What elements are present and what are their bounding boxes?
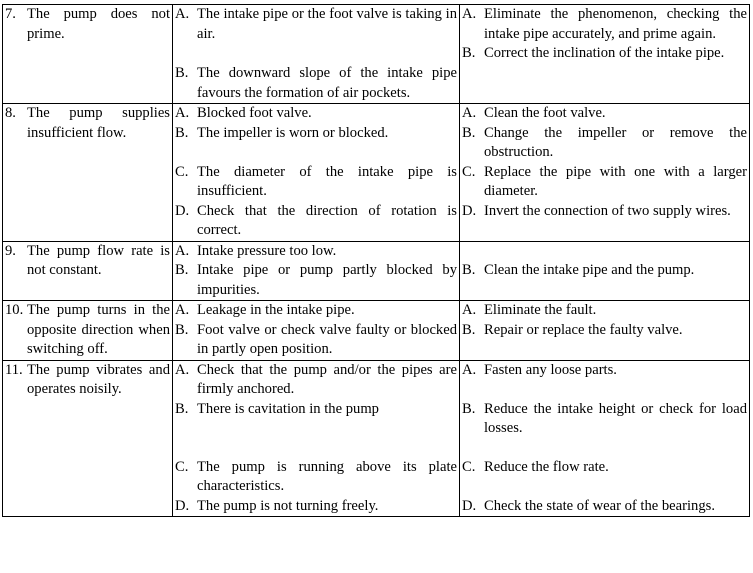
cause-text: Intake pipe or pump partly blocked by impurities. xyxy=(197,262,457,298)
cause-text: Leakage in the intake pipe. xyxy=(197,302,355,318)
problem-cell xyxy=(3,301,173,361)
table-row xyxy=(3,360,750,517)
cause-cell xyxy=(173,360,460,517)
cause-text: The intake pipe or the foot valve is taking in air. xyxy=(197,6,457,42)
problem-cell xyxy=(3,104,173,242)
table-row xyxy=(3,5,750,104)
cause-letter: C. xyxy=(175,163,189,180)
problem-cell xyxy=(3,5,173,104)
remedy-cell xyxy=(460,5,750,104)
cause-text: Blocked foot valve. xyxy=(197,105,312,121)
remedy-letter: B. xyxy=(462,400,476,417)
remedy-letter: A. xyxy=(462,6,477,22)
remedy-letter: D. xyxy=(462,497,477,514)
remedy-cell xyxy=(460,301,750,361)
remedy-letter: A. xyxy=(462,105,477,121)
cause-text: Foot valve or check valve faulty or blocked in partly open position. xyxy=(197,321,457,357)
remedy-text: Reduce the flow rate. xyxy=(484,458,609,475)
remedy-text: Clean the intake pipe and the pump. xyxy=(484,262,695,278)
cause-letter: A. xyxy=(175,361,190,378)
cause-letter: D. xyxy=(175,497,190,514)
problem-text: The pump flow rate is not constant. xyxy=(27,242,170,278)
cause-text: Check that the direction of rotation is correct. xyxy=(197,202,457,238)
problem-number: 8. xyxy=(5,105,16,121)
cause-letter: A. xyxy=(175,105,190,121)
cause-letter: B. xyxy=(175,124,189,141)
problem-number: 7. xyxy=(5,6,16,22)
problem-number: 10. xyxy=(5,302,24,318)
remedy-text: Change the impeller or remove the obstruction. xyxy=(484,124,747,160)
remedy-letter: B. xyxy=(462,124,476,141)
cause-cell xyxy=(173,241,460,301)
remedy-text: Eliminate the phenomenon, checking the intake pipe accurately, and prime again. xyxy=(484,6,747,42)
remedy-text: Correct the inclination of the intake pipe. xyxy=(484,45,725,61)
problem-cell xyxy=(3,360,173,517)
cause-text: The impeller is worn or blocked. xyxy=(197,124,389,141)
remedy-letter: D. xyxy=(462,202,477,219)
cause-letter: B. xyxy=(175,65,189,81)
remedy-text: Replace the pipe with one with a larger diameter. xyxy=(484,163,747,199)
table-row xyxy=(3,241,750,301)
problem-text: The pump vibrates and operates noisily. xyxy=(27,361,170,397)
problem-number: 9. xyxy=(5,242,16,259)
remedy-text: Check the state of wear of the bearings. xyxy=(484,497,715,514)
problem-text: The pump supplies insufficient flow. xyxy=(27,105,170,141)
cause-letter: A. xyxy=(175,6,190,22)
problem-number: 11. xyxy=(5,361,23,378)
cause-letter: B. xyxy=(175,262,189,278)
cause-letter: B. xyxy=(175,400,189,417)
cause-text: Check that the pump and/or the pipes are firmly anchored. xyxy=(197,361,457,397)
cause-letter: B. xyxy=(175,321,189,338)
remedy-letter: C. xyxy=(462,458,476,475)
problem-text: The pump turns in the opposite direction when switching off. xyxy=(27,302,170,357)
cause-letter: A. xyxy=(175,242,190,259)
remedy-cell xyxy=(460,241,750,301)
problem-text: The pump does not prime. xyxy=(27,6,170,42)
troubleshooting-table xyxy=(2,4,750,517)
table-row xyxy=(3,301,750,361)
cause-cell xyxy=(173,104,460,242)
remedy-text: Fasten any loose parts. xyxy=(484,361,617,378)
cause-text: There is cavitation in the pump xyxy=(197,400,379,417)
cause-text: Intake pressure too low. xyxy=(197,242,337,259)
remedy-letter: B. xyxy=(462,262,476,278)
remedy-text: Reduce the intake height or check for load losses. xyxy=(484,400,747,436)
cause-cell xyxy=(173,5,460,104)
remedy-text: Eliminate the fault. xyxy=(484,302,597,318)
problem-cell xyxy=(3,241,173,301)
table-row xyxy=(3,104,750,242)
remedy-cell xyxy=(460,360,750,517)
remedy-text: Clean the foot valve. xyxy=(484,105,606,121)
cause-text: The pump is not turning freely. xyxy=(197,497,379,514)
cause-letter: A. xyxy=(175,302,190,318)
remedy-text: Repair or replace the faulty valve. xyxy=(484,321,683,338)
remedy-text: Invert the connection of two supply wires. xyxy=(484,202,731,219)
remedy-letter: B. xyxy=(462,45,476,61)
remedy-letter: B. xyxy=(462,321,476,338)
cause-text: The diameter of the intake pipe is insufficient. xyxy=(197,163,457,199)
remedy-cell xyxy=(460,104,750,242)
remedy-letter: C. xyxy=(462,163,476,180)
cause-letter: D. xyxy=(175,202,190,219)
remedy-letter: A. xyxy=(462,302,477,318)
cause-text: The downward slope of the intake pipe favours the formation of air pockets. xyxy=(197,65,457,101)
remedy-letter: A. xyxy=(462,361,477,378)
cause-text: The pump is running above its plate characteristics. xyxy=(197,458,457,494)
cause-cell xyxy=(173,301,460,361)
cause-letter: C. xyxy=(175,458,189,475)
